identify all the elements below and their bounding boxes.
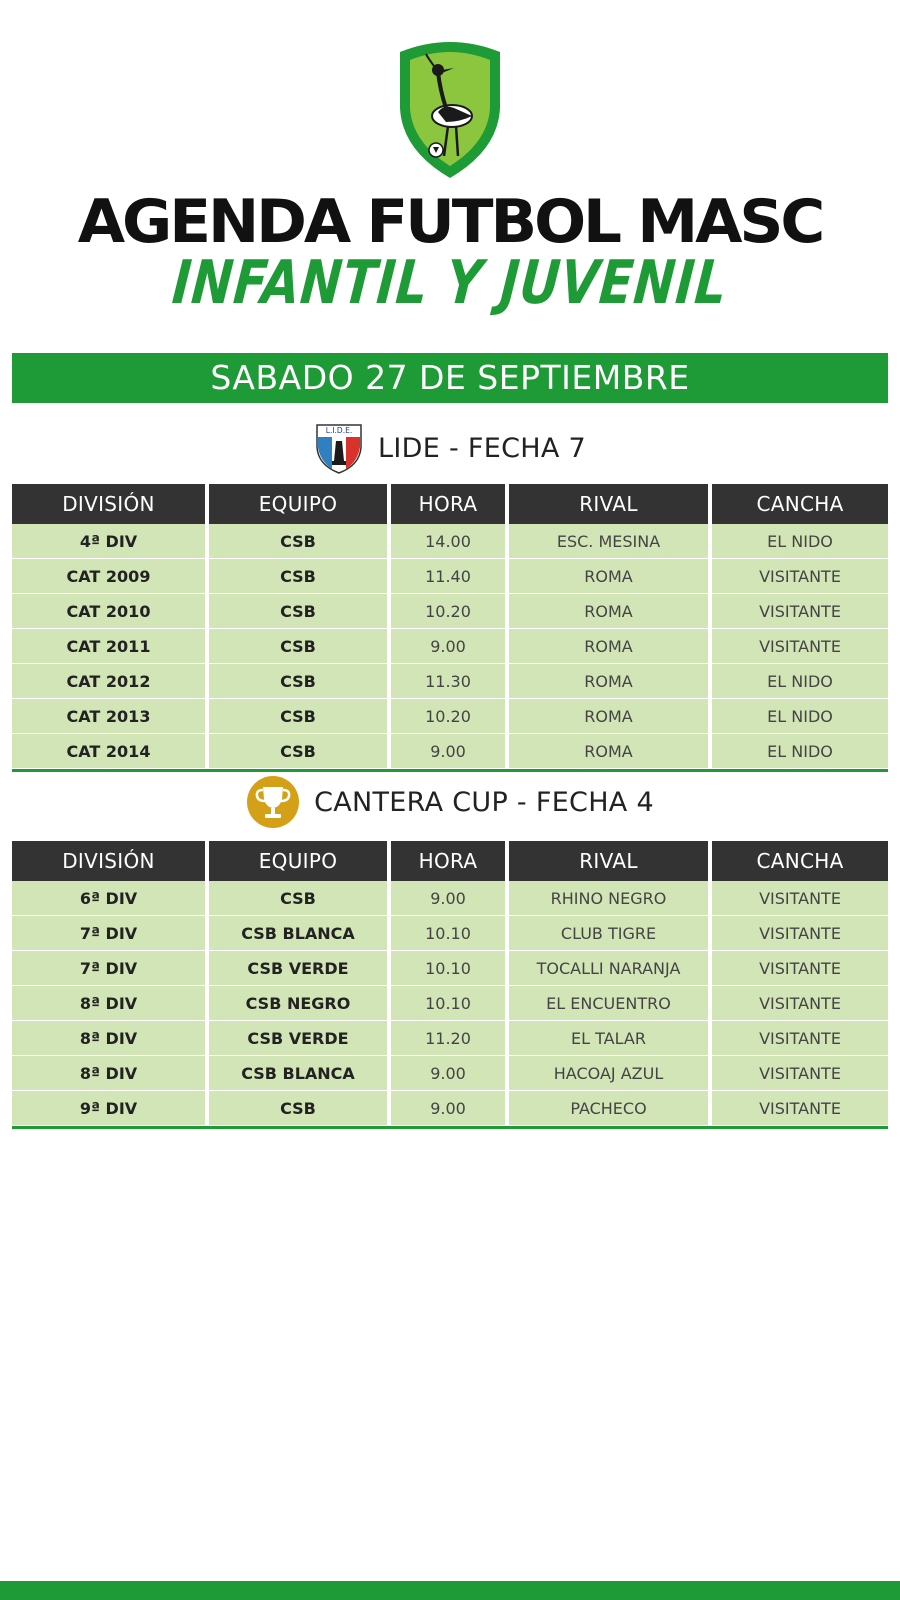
- cell-cancha: EL NIDO: [712, 664, 888, 698]
- cell-hora: 9.00: [391, 1091, 505, 1125]
- cell-rival: ROMA: [509, 629, 708, 663]
- cell-equipo: CSB: [209, 699, 387, 733]
- cell-rival: ROMA: [509, 664, 708, 698]
- table-row: [12, 559, 888, 594]
- cell-division: 6ª DIV: [12, 881, 205, 915]
- cell-division: 8ª DIV: [12, 986, 205, 1020]
- table-row: [12, 734, 888, 769]
- cell-rival: ROMA: [509, 559, 708, 593]
- cell-cancha: VISITANTE: [712, 559, 888, 593]
- cell-division: CAT 2011: [12, 629, 205, 663]
- column-header-cancha: CANCHA: [712, 841, 888, 881]
- cell-equipo: CSB: [209, 664, 387, 698]
- cell-cancha: EL NIDO: [712, 699, 888, 733]
- table-header-row: [12, 484, 888, 524]
- trophy-icon: [246, 775, 300, 829]
- club-crest-bird-icon: [390, 38, 510, 180]
- cell-cancha: VISITANTE: [712, 1056, 888, 1090]
- cell-rival: PACHECO: [509, 1091, 708, 1125]
- column-header-division: DIVISIÓN: [12, 484, 205, 524]
- page-subtitle: INFANTIL Y JUVENIL: [169, 248, 731, 318]
- cell-equipo: CSB: [209, 594, 387, 628]
- cell-division: 7ª DIV: [12, 916, 205, 950]
- section-header-cantera: [0, 772, 900, 832]
- cell-division: CAT 2014: [12, 734, 205, 768]
- cell-rival: HACOAJ AZUL: [509, 1056, 708, 1090]
- cell-equipo: CSB NEGRO: [209, 986, 387, 1020]
- cell-cancha: VISITANTE: [712, 881, 888, 915]
- cell-equipo: CSB VERDE: [209, 951, 387, 985]
- cell-hora: 10.20: [391, 699, 505, 733]
- cell-division: 4ª DIV: [12, 524, 205, 558]
- cell-cancha: VISITANTE: [712, 594, 888, 628]
- cell-hora: 10.10: [391, 951, 505, 985]
- cell-cancha: VISITANTE: [712, 986, 888, 1020]
- cell-hora: 9.00: [391, 881, 505, 915]
- cell-rival: ROMA: [509, 594, 708, 628]
- table-row: [12, 524, 888, 559]
- cell-rival: CLUB TIGRE: [509, 916, 708, 950]
- section-header-lide: [0, 418, 900, 478]
- column-header-rival: RIVAL: [509, 484, 708, 524]
- cell-division: CAT 2009: [12, 559, 205, 593]
- cell-equipo: CSB: [209, 524, 387, 558]
- table-header-row: [12, 841, 888, 881]
- page-title: AGENDA FUTBOL MASC: [77, 187, 823, 257]
- cell-division: 8ª DIV: [12, 1056, 205, 1090]
- cell-rival: ROMA: [509, 699, 708, 733]
- cell-hora: 9.00: [391, 1056, 505, 1090]
- cell-rival: TOCALLI NARANJA: [509, 951, 708, 985]
- cell-rival: ESC. MESINA: [509, 524, 708, 558]
- cell-hora: 11.30: [391, 664, 505, 698]
- lide-shield-icon: [314, 421, 364, 475]
- cell-division: CAT 2013: [12, 699, 205, 733]
- cell-hora: 10.10: [391, 986, 505, 1020]
- cell-cancha: VISITANTE: [712, 1021, 888, 1055]
- table-row: [12, 594, 888, 629]
- cell-division: 8ª DIV: [12, 1021, 205, 1055]
- table-row: [12, 986, 888, 1021]
- cell-hora: 9.00: [391, 734, 505, 768]
- table-row: [12, 629, 888, 664]
- cell-cancha: EL NIDO: [712, 524, 888, 558]
- cell-cancha: VISITANTE: [712, 629, 888, 663]
- lide-shield-text: L.I.D.E.: [325, 426, 353, 435]
- cell-equipo: CSB: [209, 629, 387, 663]
- table-row: [12, 699, 888, 734]
- column-header-hora: HORA: [391, 484, 505, 524]
- table-row: [12, 951, 888, 986]
- cell-rival: ROMA: [509, 734, 708, 768]
- cell-hora: 11.20: [391, 1021, 505, 1055]
- cell-division: 9ª DIV: [12, 1091, 205, 1125]
- section-title: CANTERA CUP - FECHA 4: [314, 786, 654, 818]
- cell-equipo: CSB: [209, 559, 387, 593]
- schedule-table-cantera: [12, 841, 888, 1129]
- column-header-equipo: EQUIPO: [209, 484, 387, 524]
- cell-equipo: CSB VERDE: [209, 1021, 387, 1055]
- cell-rival: RHINO NEGRO: [509, 881, 708, 915]
- cell-division: CAT 2010: [12, 594, 205, 628]
- cell-cancha: EL NIDO: [712, 734, 888, 768]
- cell-equipo: CSB BLANCA: [209, 916, 387, 950]
- table-row: [12, 881, 888, 916]
- section-title: LIDE - FECHA 7: [378, 432, 586, 464]
- column-header-rival: RIVAL: [509, 841, 708, 881]
- cell-equipo: CSB: [209, 881, 387, 915]
- cell-hora: 11.40: [391, 559, 505, 593]
- column-header-equipo: EQUIPO: [209, 841, 387, 881]
- club-logo: [0, 38, 900, 180]
- table-row: [12, 1056, 888, 1091]
- schedule-table-lide: [12, 484, 888, 772]
- cell-rival: EL ENCUENTRO: [509, 986, 708, 1020]
- column-header-cancha: CANCHA: [712, 484, 888, 524]
- cell-equipo: CSB: [209, 734, 387, 768]
- cell-rival: EL TALAR: [509, 1021, 708, 1055]
- column-header-division: DIVISIÓN: [12, 841, 205, 881]
- cell-equipo: CSB BLANCA: [209, 1056, 387, 1090]
- footer-bar: [0, 1581, 900, 1600]
- cell-division: CAT 2012: [12, 664, 205, 698]
- cell-cancha: VISITANTE: [712, 916, 888, 950]
- table-row: [12, 664, 888, 699]
- cell-division: 7ª DIV: [12, 951, 205, 985]
- date-banner: SABADO 27 DE SEPTIEMBRE: [12, 353, 888, 403]
- column-header-hora: HORA: [391, 841, 505, 881]
- cell-hora: 10.20: [391, 594, 505, 628]
- cell-hora: 14.00: [391, 524, 505, 558]
- cell-hora: 10.10: [391, 916, 505, 950]
- table-row: [12, 1091, 888, 1126]
- cell-cancha: VISITANTE: [712, 1091, 888, 1125]
- cell-hora: 9.00: [391, 629, 505, 663]
- table-row: [12, 916, 888, 951]
- table-row: [12, 1021, 888, 1056]
- table-bottom-rule: [12, 1126, 888, 1129]
- cell-cancha: VISITANTE: [712, 951, 888, 985]
- cell-equipo: CSB: [209, 1091, 387, 1125]
